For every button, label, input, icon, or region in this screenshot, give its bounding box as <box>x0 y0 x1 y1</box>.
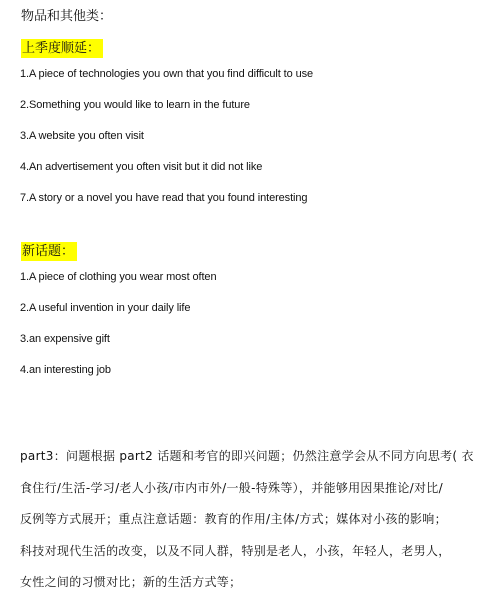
section-last-item-1: 1.A piece of technologies you own that you find difficult to use <box>20 68 314 80</box>
section-last-item-5: 7.A story or a novel you have read that you found interesting <box>20 192 308 204</box>
category-title: 物品和其他类： <box>21 9 113 24</box>
section-new-item-3: 3.an expensive gift <box>20 333 110 345</box>
section-new-item-2: 2.A useful invention in your daily life <box>20 302 191 314</box>
section-new-item-4: 4.an interesting job <box>20 364 111 376</box>
section-last-item-3: 3.A website you often visit <box>20 130 144 142</box>
section-last-item-2: 2.Something you would like to learn in the future <box>20 99 250 111</box>
section-last-item-4: 4.An advertisement you often visit but it did not like <box>20 161 263 173</box>
part3-line-3: 反例等方式展开；重点注意话题：教育的作用/主体/方式；媒体对小孩的影响； <box>20 512 447 526</box>
part3-line-1: part3：问题根据 part2 话题和考官的即兴问题；仍然注意学会从不同方向思考( 衣 <box>20 449 474 463</box>
section-new-title-wrap <box>21 243 77 261</box>
part3-line-5: 女性之间的习惯对比；新的生活方式等； <box>20 575 242 589</box>
part3-line-4: 科技对现代生活的改变，以及不同人群，特别是老人，小孩，年轻人，老男人， <box>20 543 451 558</box>
section-last-title: 上季度顺延： <box>21 39 103 58</box>
part3-paragraph <box>20 441 474 599</box>
section-last-title-wrap <box>21 40 103 58</box>
section-new-item-1: 1.A piece of clothing you wear most often <box>20 271 217 283</box>
part3-line-2: 食住行/生活-学习/老人小孩/市内市外/一般-特殊等），并能够用因果推论/对比/ <box>20 480 443 495</box>
section-new-title: 新话题： <box>21 242 77 261</box>
